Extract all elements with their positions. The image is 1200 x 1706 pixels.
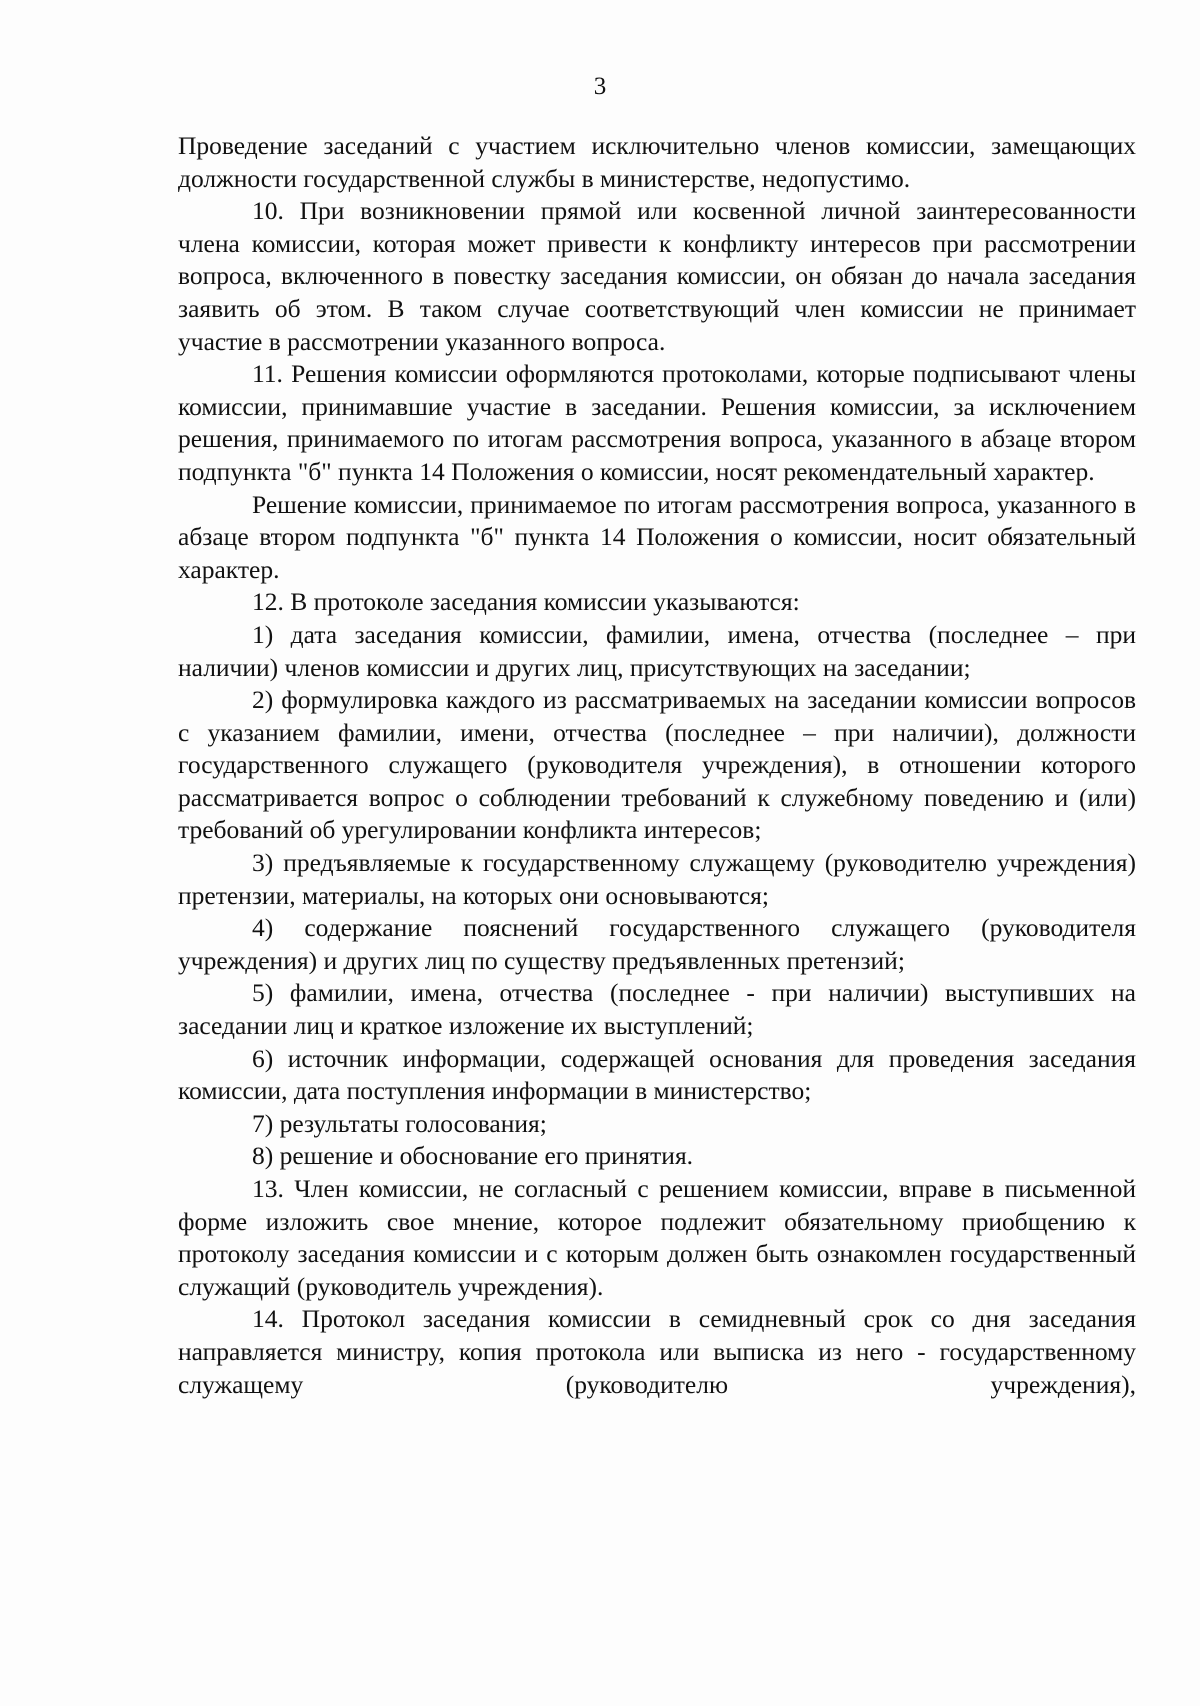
paragraph-item-14: 14. Протокол заседания комиссии в семидневный срок со дня заседания направляется министру, копия протокола или выписка из него - государственному служащему (руководителю учреждения), <box>178 1304 1136 1399</box>
paragraph-item-10: 10. При возникновении прямой или косвенной личной заинтересованности члена комиссии, которая может привести к конфликту интересов при рассмотрении вопроса, включенного в повестку заседания комиссии, он обязан до начала заседания заявить об этом. В таком случае соответствующий член комиссии не принимает участие в рассмотрении указанного вопроса. <box>178 196 1136 356</box>
paragraph-item-11-decision: Решение комиссии, принимаемое по итогам рассмотрения вопроса, указанного в абзаце втором подпункта "б" пункта 14 Положения о комиссии, носит обязательный характер. <box>178 489 1136 584</box>
page-number: 3 <box>593 73 607 100</box>
list-item-12-5: 5) фамилии, имена, отчества (последнее - при наличии) выступивших на заседании лиц и краткое изложение их выступлений; <box>178 978 1136 1041</box>
list-item-12-2: 2) формулировка каждого из рассматриваемых на заседании комиссии вопросов с указанием фамилии, имени, отчества (последнее – при наличии), должности государственного служащего (руководителя учреждения), в отношении которого рассматривается вопрос о соблюдении требований к служебному поведению и (или) требований об урегулировании конфликта интересов; <box>178 685 1136 845</box>
list-item-12-7: 7) результаты голосования; <box>252 1108 547 1138</box>
list-item-12-4: 4) содержание пояснений государственного служащего (руководителя учреждения) и других лиц по существу предъявленных претензий; <box>178 913 1136 975</box>
paragraph-item-13: 13. Член комиссии, не согласный с решением комиссии, вправе в письменной форме изложить свое мнение, которое подлежит обязательному приобщению к протоколу заседания комиссии и с которым должен быть ознакомлен государственный служащий (руководитель учреждения). <box>178 1174 1136 1301</box>
list-item-12-1: 1) дата заседания комиссии, фамилии, имена, отчества (последнее – при наличии) членов комиссии и других лиц, присутствующих на заседании; <box>178 619 1136 682</box>
list-item-12-8: 8) решение и обоснование его принятия. <box>252 1141 694 1171</box>
document-body <box>178 130 1136 1401</box>
paragraph-item-11: 11. Решения комиссии оформляются протоколами, которые подписывают члены комиссии, принимавшие участие в заседании. Решения комиссии, за исключением решения, принимаемого по итогам рассмотрения вопроса, указанного в абзаце втором подпункта "б" пункта 14 Положения о комиссии, носят рекомендательный характер. <box>178 359 1136 486</box>
paragraph-intro: Проведение заседаний с участием исключительно членов комиссии, замещающих должности государственной службы в министерстве, недопустимо. <box>178 131 1136 193</box>
paragraph-item-12: 12. В протоколе заседания комиссии указываются: <box>252 587 800 617</box>
list-item-12-6: 6) источник информации, содержащей основания для проведения заседания комиссии, дата поступления информации в министерство; <box>178 1043 1136 1106</box>
list-item-12-3: 3) предъявляемые к государственному служащему (руководителю учреждения) претензии, материалы, на которых они основываются; <box>178 848 1136 910</box>
